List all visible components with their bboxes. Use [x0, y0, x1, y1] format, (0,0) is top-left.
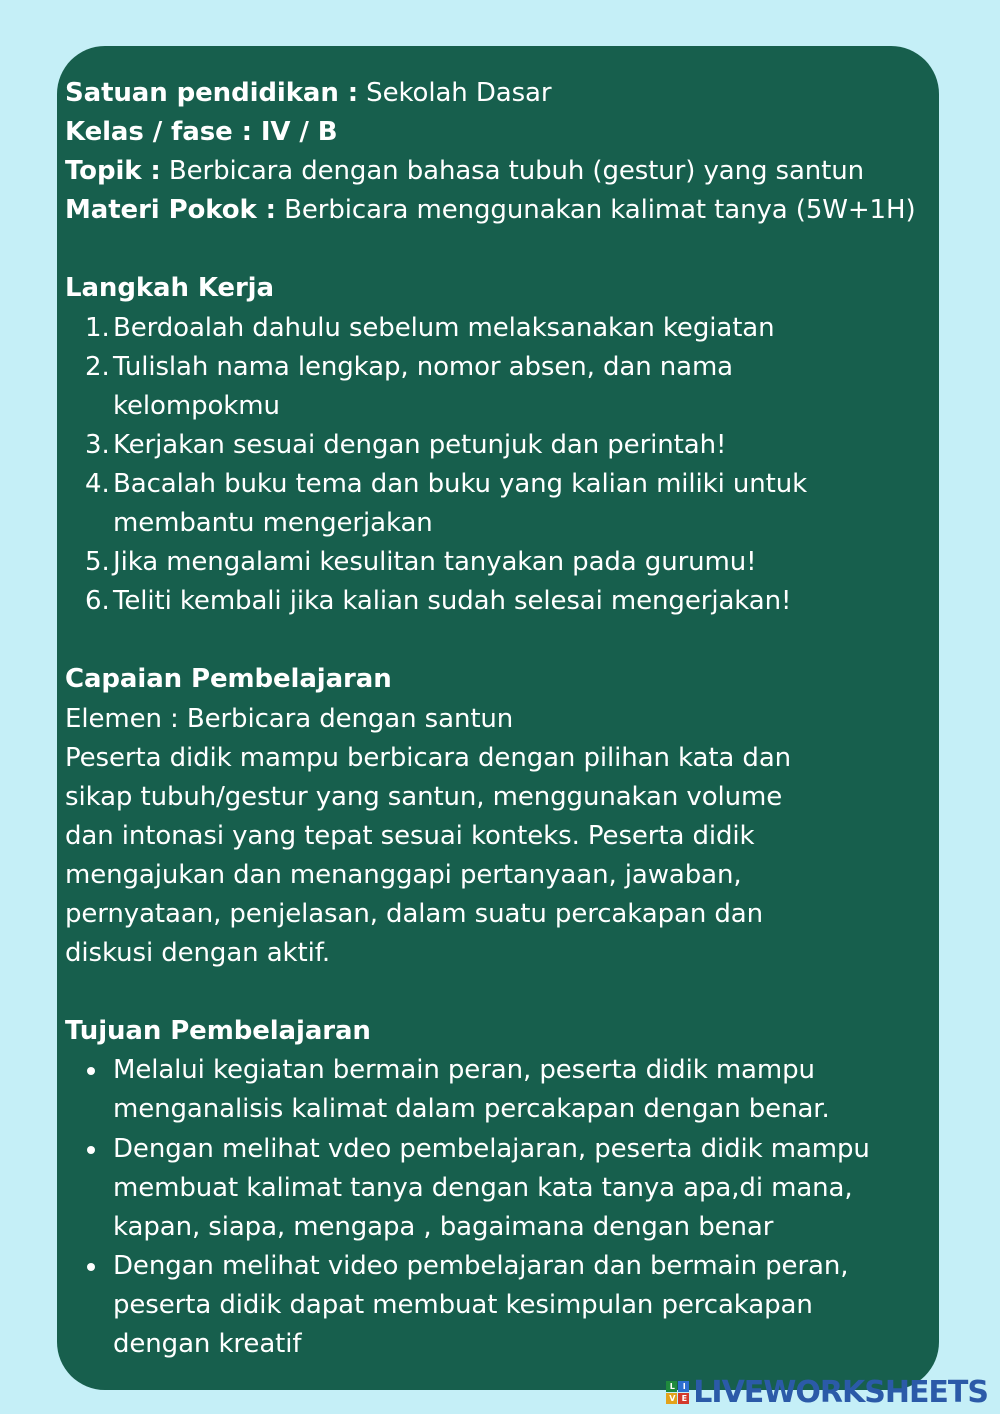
list-item: Dengan melihat vdeo pembelajaran, peserta didik mampu membuat kalimat tanya dengan kata tanya apa,di mana, kapan, siapa, mengapa , bagaimana dengan benar	[65, 1130, 895, 1247]
list-item: 6. Teliti kembali jika kalian sudah selesai mengerjakan!	[85, 586, 792, 617]
liveworksheets-watermark	[666, 1375, 988, 1410]
meta-topik: Topik : Berbicara dengan bahasa tubuh (gestur) yang santun	[65, 156, 865, 187]
tujuan-list	[65, 1051, 895, 1364]
langkah-list	[65, 309, 825, 622]
list-item: 4. Bacalah buku tema dan buku yang kalian miliki untuk membantu mengerjakan	[85, 468, 808, 539]
tujuan-heading: Tujuan Pembelajaran	[65, 1016, 371, 1047]
list-item: 2. Tulislah nama lengkap, nomor absen, dan nama kelompokmu	[85, 351, 734, 421]
list-item: 5. Jika mengalami kesulitan tanyakan pada gurumu!	[85, 547, 757, 578]
bullet-icon	[87, 1067, 95, 1075]
list-item: 3. Kerjakan sesuai dengan petunjuk dan perintah!	[85, 429, 727, 460]
capaian-paragraph: Peserta didik mampu berbicara dengan pilihan kata dan sikap tubuh/gestur yang santun, menggunakan volume dan intonasi yang tepat sesuai konteks. Peserta didik mengajukan dan menanggapi pertanyaan, jawaban, pernyataan, penjelasan, dalam suatu percakapan dan diskusi dengan aktif.	[65, 742, 792, 969]
bullet-icon	[87, 1146, 95, 1154]
watermark-text: LIVEWORKSHEETS	[693, 1375, 988, 1410]
list-item: Dengan melihat video pembelajaran dan bermain peran, peserta didik dapat membuat kesimpulan percakapan dengan kreatif	[65, 1247, 903, 1364]
capaian-elemen: Elemen : Berbicara dengan santun	[65, 703, 514, 734]
list-item: Melalui kegiatan bermain peran, peserta didik mampu menganalisis kalimat dalam percakapan dengan benar.	[65, 1051, 895, 1129]
meta-satuan: Satuan pendidikan : Sekolah Dasar	[65, 78, 552, 108]
meta-materi: Materi Pokok : Berbicara menggunakan kalimat tanya (5W+1H)	[65, 195, 916, 226]
liveworksheets-logo-icon: L I V E	[666, 1381, 689, 1404]
capaian-heading: Capaian Pembelajaran	[65, 664, 392, 695]
bullet-icon	[87, 1263, 95, 1271]
list-item: 1. Berdoalah dahulu sebelum melaksanakan kegiatan	[85, 312, 775, 343]
langkah-heading: Langkah Kerja	[65, 273, 274, 304]
meta-kelas: Kelas / fase : IV / B	[65, 117, 338, 148]
worksheet-content	[65, 74, 935, 1364]
